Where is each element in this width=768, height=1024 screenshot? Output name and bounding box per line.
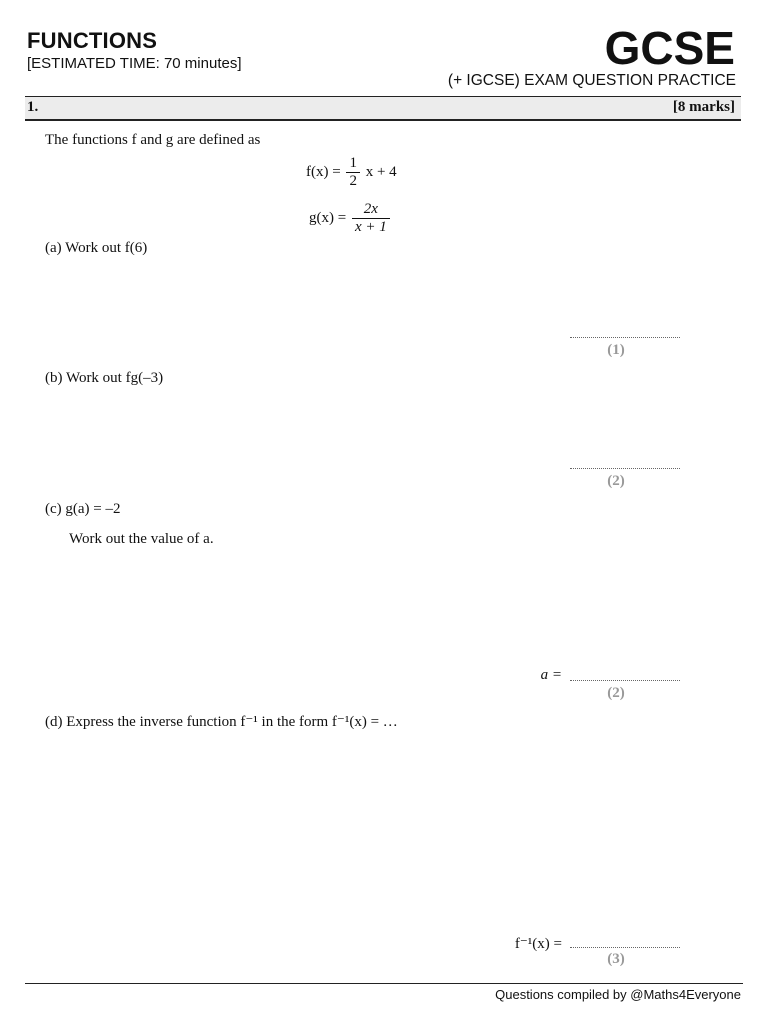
- part-c-marks: (2): [607, 685, 625, 701]
- part-b-answer-line[interactable]: [570, 468, 680, 469]
- part-d-marks: (3): [607, 951, 625, 967]
- f-fraction-numerator: 1: [346, 155, 360, 173]
- f-rhs: x + 4: [365, 163, 397, 180]
- part-c-answer-line[interactable]: [570, 680, 680, 681]
- part-a-text: Work out f(6): [65, 240, 148, 256]
- level-heading: GCSE: [604, 22, 735, 74]
- part-c-label: (c): [45, 501, 62, 517]
- part-c-answer-label: a =: [540, 667, 562, 683]
- part-a-marks: (1): [607, 342, 625, 358]
- question-total-marks: [8 marks]: [672, 99, 735, 115]
- g-fraction: [352, 201, 390, 236]
- part-c-subtext: Work out the value of a.: [69, 531, 214, 547]
- g-definition: [309, 201, 392, 236]
- g-fraction-denominator: x + 1: [354, 219, 387, 235]
- question-intro: The functions f and g are defined as: [45, 132, 261, 148]
- part-d-prompt: [45, 712, 398, 731]
- f-lhs: f(x) =: [306, 163, 341, 180]
- page-title: FUNCTIONS: [27, 28, 158, 53]
- part-d-answer-label: f⁻¹(x) =: [514, 936, 562, 952]
- part-d-text: Express the inverse function f⁻¹ in the form f⁻¹(x) = …: [66, 714, 398, 730]
- part-a-prompt: [45, 240, 147, 257]
- part-b-marks: (2): [607, 473, 625, 489]
- part-c-prompt: [45, 501, 121, 518]
- g-lhs: g(x) =: [309, 209, 347, 226]
- f-fraction-denominator: 2: [349, 173, 357, 189]
- part-d-answer-line[interactable]: [570, 947, 680, 948]
- g-fraction-numerator: 2x: [352, 201, 390, 219]
- footer-credit: Questions compiled by @Maths4Everyone: [495, 987, 741, 1002]
- part-a-label: (a): [45, 240, 62, 256]
- estimated-time: [ESTIMATED TIME: 70 minutes]: [27, 55, 242, 72]
- question-number: 1.: [27, 99, 39, 115]
- part-c-text: g(a) = –2: [65, 501, 121, 517]
- part-a-answer-line[interactable]: [570, 337, 680, 338]
- practice-subtitle: (+ IGCSE) EXAM QUESTION PRACTICE: [447, 72, 736, 89]
- part-b-prompt: [45, 370, 163, 387]
- footer-divider: [25, 983, 743, 984]
- part-b-label: (b): [45, 370, 63, 386]
- part-d-label: (d): [45, 714, 63, 730]
- f-fraction: [346, 155, 360, 190]
- f-definition: [306, 155, 397, 190]
- question-header-bar: [25, 96, 741, 121]
- part-b-text: Work out fg(–3): [65, 370, 164, 386]
